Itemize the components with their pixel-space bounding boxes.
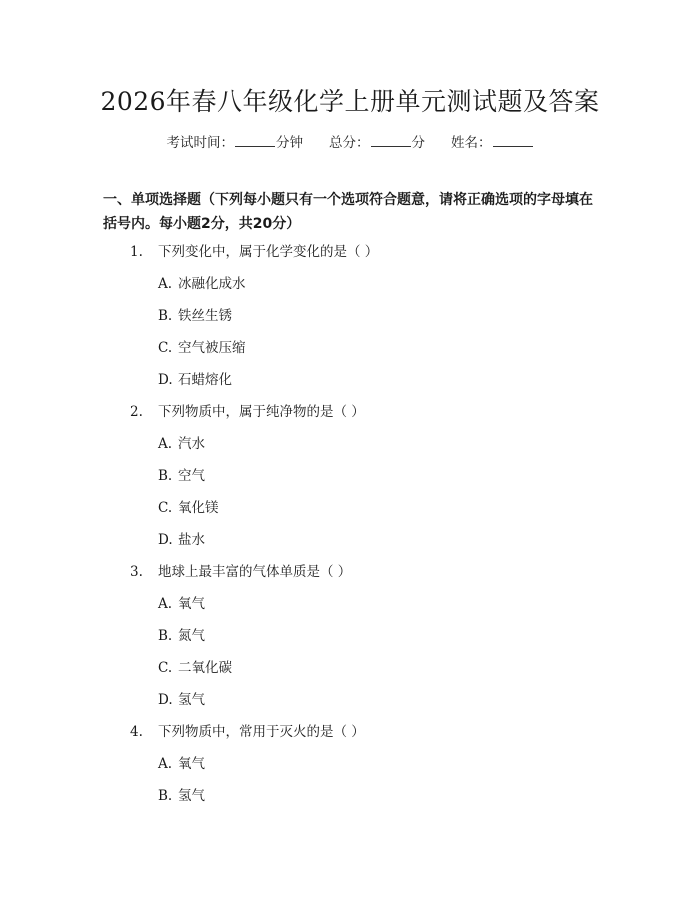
question-number: 3. [130,564,143,580]
answer-option [0,593,700,625]
question-text: 下列变化中，属于化学变化的是（ ） [158,244,379,260]
option-letter: D. [158,532,173,548]
answer-option [0,625,700,657]
name-blank [493,134,533,147]
option-letter: A. [158,596,173,612]
question-item [0,721,700,753]
answer-option [0,337,700,369]
exam-meta-line [0,131,700,151]
option-letter: B. [158,628,173,644]
page-title: 2026年春八年级化学上册单元测试题及答案 [100,87,600,116]
answer-option [0,785,700,817]
question-text: 下列物质中，属于纯净物的是（ ） [158,404,365,420]
option-letter: A. [158,276,173,292]
answer-option [0,305,700,337]
time-label: 考试时间： [166,135,234,151]
answer-option [0,369,700,401]
option-text: 氧气 [178,756,205,772]
question-item [0,561,700,593]
option-letter: B. [158,308,173,324]
answer-option [0,465,700,497]
question-number: 2. [130,404,143,420]
answer-option [0,273,700,305]
option-text: 石蜡熔化 [178,372,232,388]
option-text: 汽水 [178,436,205,452]
option-text: 铁丝生锈 [178,308,232,324]
answer-option [0,433,700,465]
option-text: 氢气 [178,788,205,804]
answer-option [0,497,700,529]
question-text: 地球上最丰富的气体单质是（ ） [158,564,352,580]
option-text: 氧气 [178,596,205,612]
answer-option [0,689,700,721]
option-letter: C. [158,340,173,356]
answer-option [0,657,700,689]
option-text: 空气被压缩 [178,340,246,356]
score-label: 总分： [329,135,370,151]
score-unit: 分 [411,135,425,151]
time-unit: 分钟 [276,135,303,151]
option-letter: A. [158,756,173,772]
section-heading: 一、单项选择题（下列每小题只有一个选项符合题意，请将正确选项的字母填在括号内。每小题2分，共20分） [103,192,593,232]
question-text: 下列物质中，常用于灭火的是（ ） [158,724,365,740]
option-letter: D. [158,372,173,388]
option-letter: C. [158,500,173,516]
option-text: 二氧化碳 [178,660,232,676]
answer-option [0,753,700,785]
question-number: 4. [130,724,143,740]
name-label: 姓名： [451,135,492,151]
option-text: 氢气 [178,692,205,708]
option-letter: B. [158,468,173,484]
option-text: 盐水 [178,532,205,548]
question-item [0,241,700,273]
score-blank [371,134,411,147]
option-text: 冰融化成水 [178,276,246,292]
option-text: 氧化镁 [178,500,219,516]
option-letter: C. [158,660,173,676]
time-blank [235,134,275,147]
option-text: 空气 [178,468,205,484]
question-item [0,401,700,433]
option-letter: D. [158,692,173,708]
answer-option [0,529,700,561]
question-list [0,241,700,817]
option-letter: B. [158,788,173,804]
question-number: 1. [130,244,143,260]
option-text: 氮气 [178,628,205,644]
option-letter: A. [158,436,173,452]
